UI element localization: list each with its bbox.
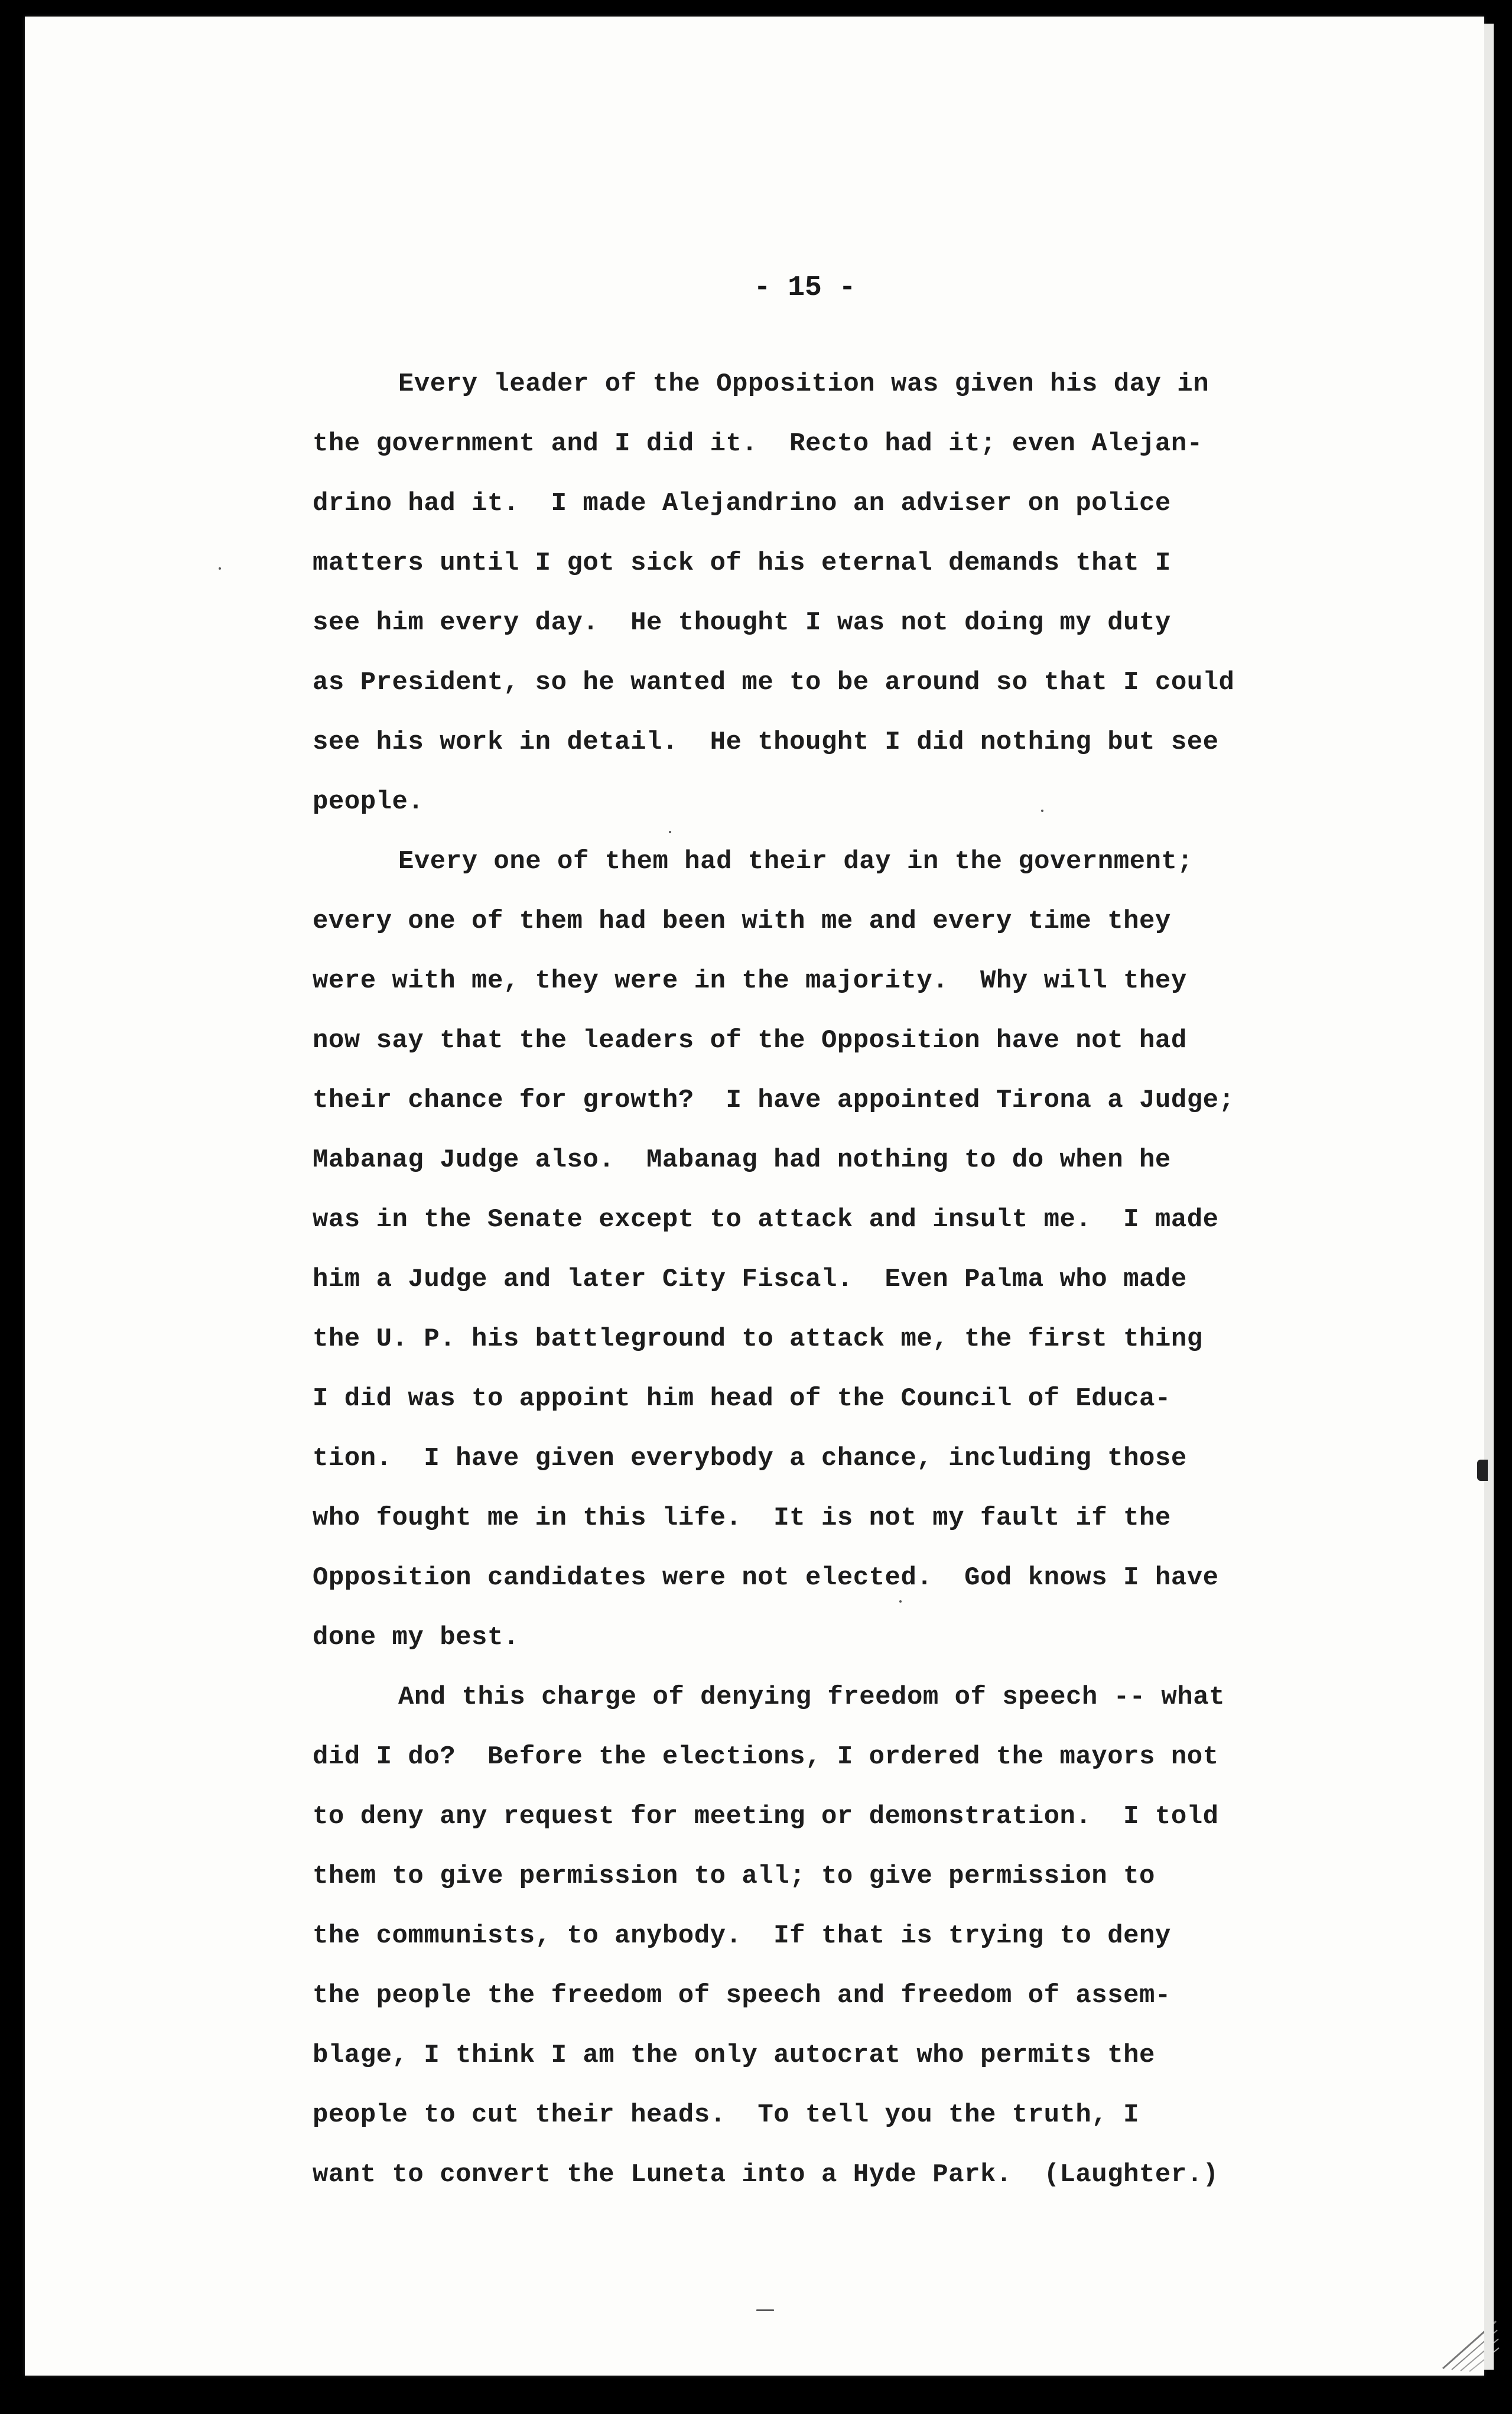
page-number: - 15 -: [753, 272, 856, 304]
text-line: the communists, to anybody. If that is trying to deny: [313, 1921, 1171, 1951]
edge-mark: [1477, 1460, 1488, 1481]
text-line: Every leader of the Opposition was given his day in: [398, 369, 1209, 399]
text-line: him a Judge and later City Fiscal. Even Palma who made: [313, 1265, 1187, 1294]
text-line: the people the freedom of speech and freedom of assem-: [313, 1981, 1171, 2010]
document-body: [313, 355, 1435, 2205]
text-line: see him every day. He thought I was not doing my duty: [313, 608, 1171, 638]
scan-speck: [1041, 810, 1043, 812]
text-line: matters until I got sick of his eternal demands that I: [313, 548, 1171, 578]
text-line: the government and I did it. Recto had it; even Alejan-: [313, 429, 1203, 459]
text-line: them to give permission to all; to give permission to: [313, 1861, 1155, 1891]
text-line: I did was to appoint him head of the Council of Educa-: [313, 1384, 1171, 1414]
text-line: Opposition candidates were not elected. God knows I have: [313, 1563, 1219, 1593]
text-line: done my best.: [313, 1623, 519, 1652]
text-line: Every one of them had their day in the government;: [398, 847, 1194, 876]
paper-sheet: [25, 17, 1484, 2376]
scan-speck: [756, 2309, 774, 2311]
text-line: And this charge of denying freedom of speech -- what: [398, 1682, 1225, 1712]
text-line: were with me, they were in the majority. Why will they: [313, 966, 1187, 996]
text-line: their chance for growth? I have appointed Tirona a Judge;: [313, 1086, 1235, 1115]
text-line: to deny any request for meeting or demonstration. I told: [313, 1802, 1219, 1831]
text-line: people to cut their heads. To tell you the truth, I: [313, 2100, 1140, 2130]
scan-speck: [219, 567, 221, 570]
paper-edge: [1484, 24, 1494, 2370]
text-line: Mabanag Judge also. Mabanag had nothing to do when he: [313, 1145, 1171, 1175]
text-line: did I do? Before the elections, I ordered the mayors not: [313, 1742, 1219, 1772]
text-line: the U. P. his battleground to attack me, the first thing: [313, 1324, 1203, 1354]
text-line: people.: [313, 787, 424, 817]
scan-speck: [669, 831, 671, 833]
text-line: want to convert the Luneta into a Hyde Park. (Laughter.): [313, 2160, 1219, 2189]
text-line: was in the Senate except to attack and insult me. I made: [313, 1205, 1219, 1234]
text-line: see his work in detail. He thought I did nothing but see: [313, 727, 1219, 757]
text-line: who fought me in this life. It is not my fault if the: [313, 1503, 1171, 1533]
scan-speck: [899, 1600, 902, 1603]
text-line: every one of them had been with me and every time they: [313, 907, 1171, 936]
text-line: tion. I have given everybody a chance, including those: [313, 1444, 1187, 1473]
text-line: now say that the leaders of the Opposition have not had: [313, 1026, 1187, 1055]
text-line: drino had it. I made Alejandrino an adviser on police: [313, 489, 1171, 518]
text-line: as President, so he wanted me to be around so that I could: [313, 668, 1235, 697]
text-line: blage, I think I am the only autocrat who permits the: [313, 2041, 1155, 2070]
